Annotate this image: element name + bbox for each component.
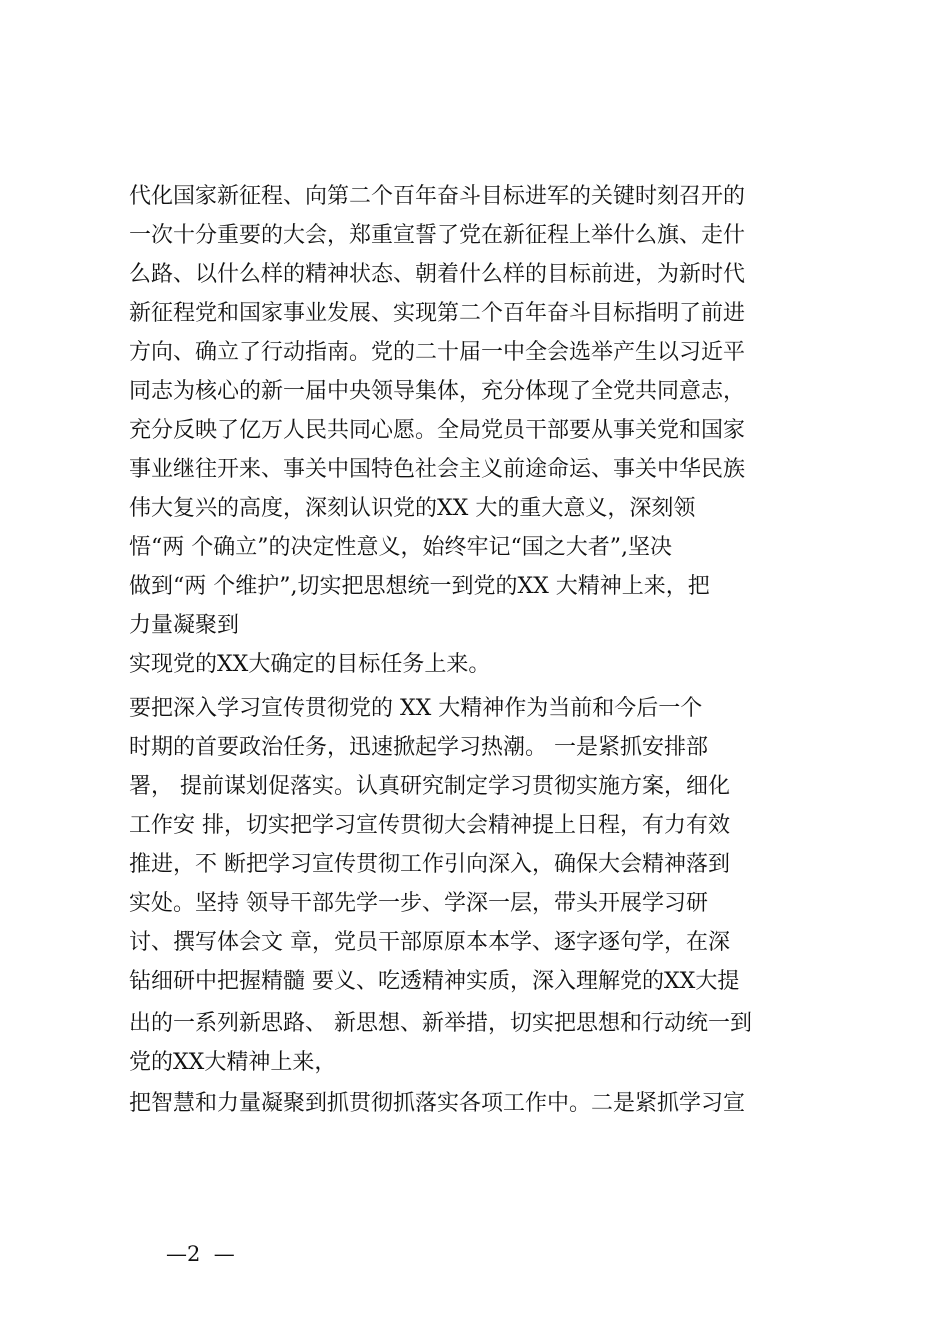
paragraph-2-line-1: 要把深入学习宣传贯彻党的 XX 大精神作为当前和今后一个 xyxy=(129,696,703,721)
body-line-13: 实现党的XX大确定的目标任务上来。 xyxy=(129,652,491,677)
body-line-1: 代化国家新征程、向第二个百年奋斗目标进军的关键时刻召开的 xyxy=(129,184,746,209)
paragraph-2-line-4: 工作安 排，切实把学习宣传贯彻大会精神提上日程，有力有效 xyxy=(129,813,730,838)
body-line-5: 方向、确立了行动指南。党的二十届一中全会选举产生以习近平 xyxy=(129,340,746,365)
paragraph-2-line-11: 把智慧和力量凝聚到抓贯彻抓落实各项工作中。二是紧抓学习宣 xyxy=(129,1091,746,1116)
paragraph-2-line-3: 署， 提前谋划促落实。认真研究制定学习贯彻实施方案，细化 xyxy=(129,774,730,799)
paragraph-2-line-10: 党的XX大精神上来， xyxy=(129,1050,337,1075)
body-line-9: 伟大复兴的高度，深刻认识党的XX 大的重大意义，深刻领 xyxy=(129,496,696,521)
body-line-10: 悟“两 个确立”的决定性意义，始终牢记“国之大者”,坚决 xyxy=(129,535,672,560)
body-line-2: 一次十分重要的大会，郑重宣誓了党在新征程上举什么旗、走什 xyxy=(129,223,746,248)
body-line-4: 新征程党和国家事业发展、实现第二个百年奋斗目标指明了前进 xyxy=(129,301,746,326)
body-line-12: 力量凝聚到 xyxy=(129,613,240,638)
page-number: —2 — xyxy=(166,1242,235,1266)
paragraph-2-line-5: 推进，不 断把学习宣传贯彻工作引向深入，确保大会精神落到 xyxy=(129,852,730,877)
body-line-8: 事业继往开来、事关中国特色社会主义前途命运、事关中华民族 xyxy=(129,457,746,482)
body-line-3: 么路、以什么样的精神状态、朝着什么样的目标前进，为新时代 xyxy=(129,262,746,287)
body-line-11: 做到“两 个维护”,切实把思想统一到党的XX 大精神上来，把 xyxy=(129,574,710,599)
paragraph-2-line-8: 钻细研中把握精髓 要义、吃透精神实质，深入理解党的XX大提 xyxy=(129,969,740,994)
paragraph-2-line-2: 时期的首要政治任务，迅速掀起学习热潮。 一是紧抓安排部 xyxy=(129,735,708,760)
body-line-7: 充分反映了亿万人民共同心愿。全局党员干部要从事关党和国家 xyxy=(129,418,746,443)
paragraph-2-line-9: 出的一系列新思路、 新思想、新举措，切实把思想和行动统一到 xyxy=(129,1011,752,1036)
body-line-6: 同志为核心的新一届中央领导集体，充分体现了全党共同意志， xyxy=(129,379,746,404)
paragraph-2-line-6: 实处。坚持 领导干部先学一步、学深一层，带头开展学习研 xyxy=(129,891,708,916)
paragraph-2-line-7: 讨、撰写体会文 章，党员干部原原本本学、逐字逐句学，在深 xyxy=(129,930,730,955)
